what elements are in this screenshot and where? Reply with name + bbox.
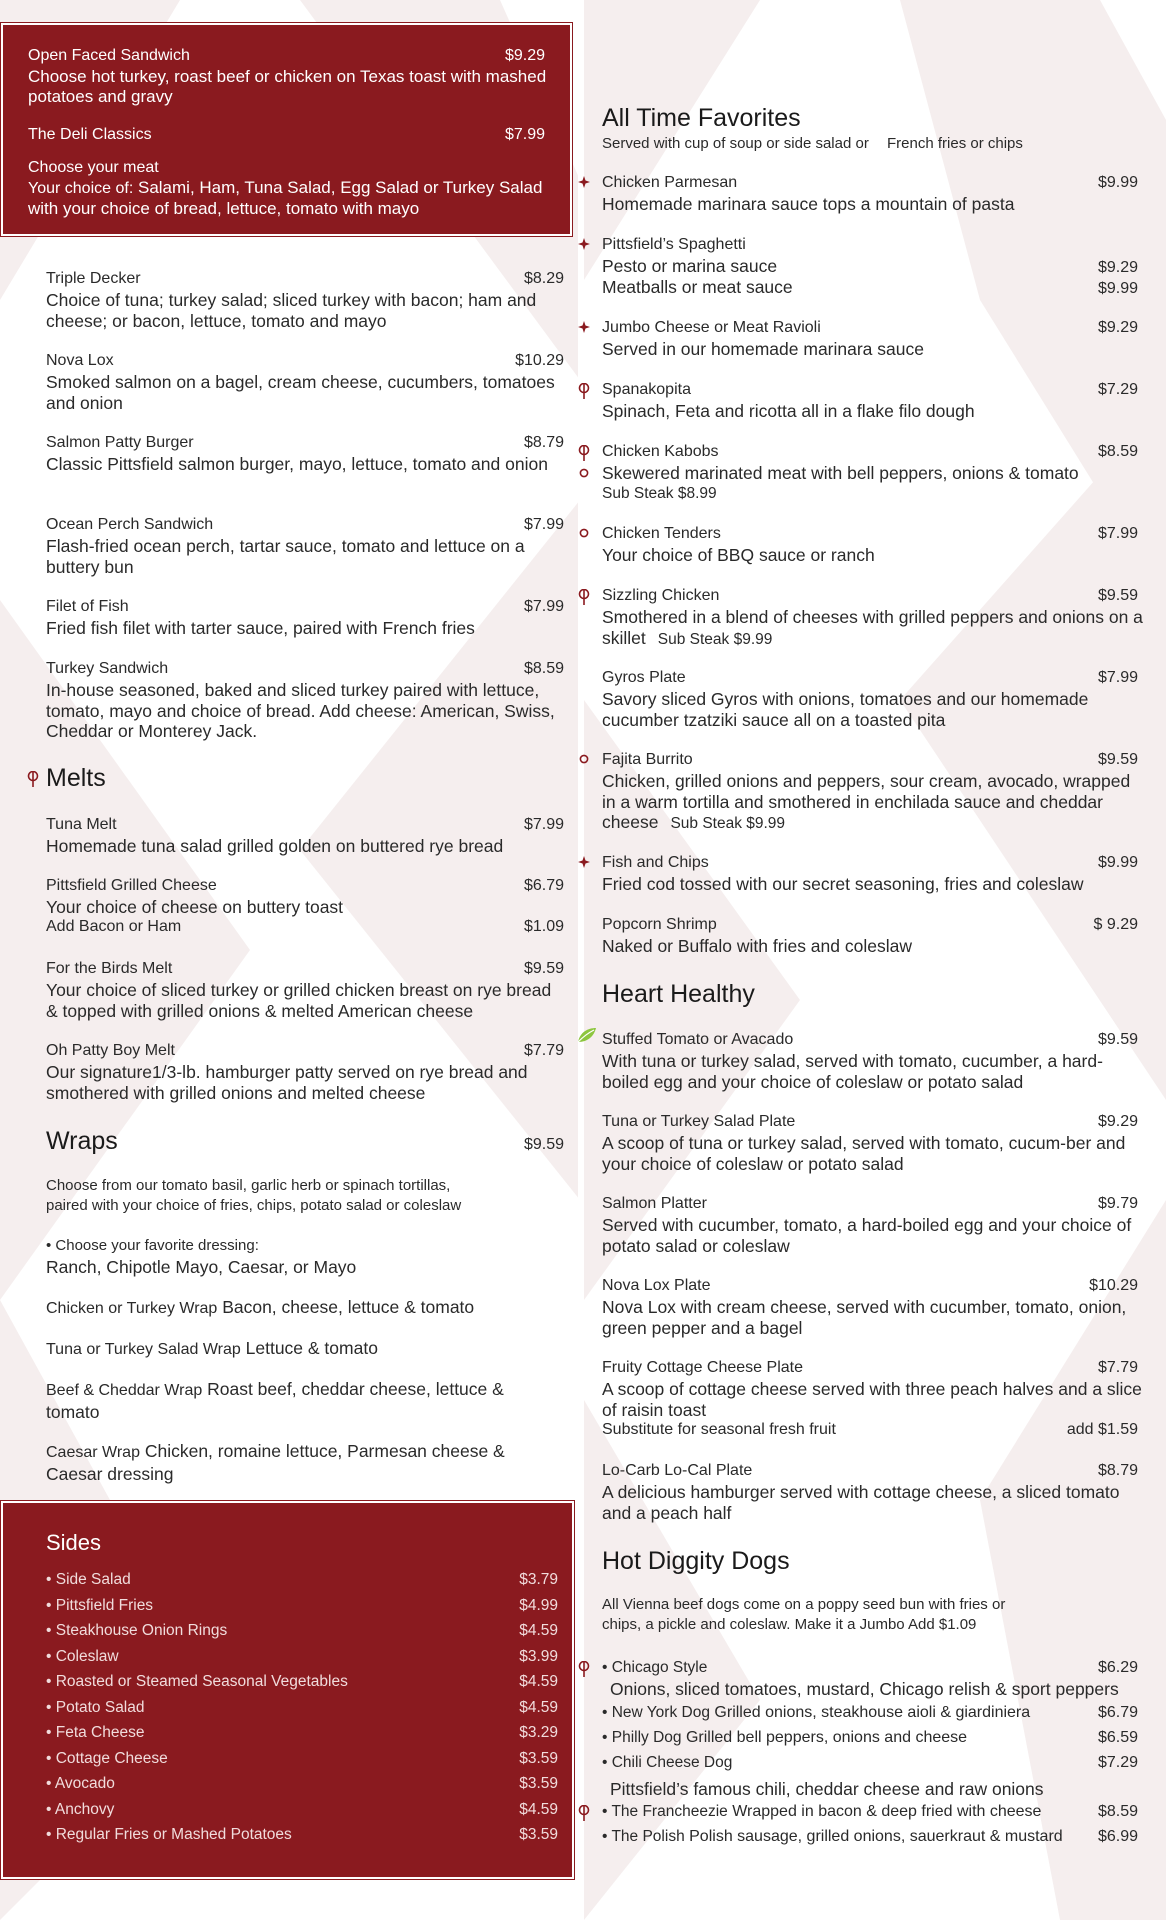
item-name: Sizzling Chicken xyxy=(602,587,720,604)
favorite-row xyxy=(602,587,1138,605)
wraps-dressing-label: • Choose your favorite dressing: xyxy=(46,1237,259,1254)
favorites-subtitle-a: Served with xyxy=(602,135,685,152)
side-name: • Roasted or Steamed Seasonal Vegetables xyxy=(46,1673,348,1690)
leaf-icon xyxy=(576,1026,596,1044)
item-name: Fajita Burrito xyxy=(602,751,693,768)
dog-price: $6.99 xyxy=(1097,1828,1138,1845)
item-name: Open Faced Sandwich xyxy=(28,47,190,64)
item-price: $8.59 xyxy=(1097,443,1138,460)
deli-choose: Choose your meat xyxy=(28,159,159,176)
dog-desc: Grilled onions, steakhouse aioli & giardiniera xyxy=(709,1704,1031,1721)
favorite-sub: Sub Steak $8.99 xyxy=(602,485,717,502)
vegetarian-icon xyxy=(577,1805,591,1819)
addon-name: Add Bacon or Ham xyxy=(46,918,182,935)
wrap-item xyxy=(46,1379,536,1424)
sides-list xyxy=(46,1567,558,1848)
item-price: $9.59 xyxy=(1097,1031,1138,1048)
favorite-row xyxy=(602,525,1138,543)
item-price: $9.59 xyxy=(1097,751,1138,768)
favorite-row xyxy=(602,669,1138,687)
dog-desc: Wrapped in bacon & deep fried with cheese xyxy=(727,1803,1042,1820)
item-name: Nova Lox Plate xyxy=(602,1277,711,1294)
dog-price: $6.29 xyxy=(1097,1659,1138,1676)
deli-choice-prefix: Your choice of: xyxy=(28,180,134,197)
item-name: Stuffed Tomato or Avacado xyxy=(602,1031,794,1048)
option-name: Meatballs or meat sauce xyxy=(602,277,793,297)
item-price: $10.29 xyxy=(1089,1277,1138,1294)
item-desc: A scoop of tuna or turkey salad, served with tomato, cucum-ber and your choice of coleslaw or potato salad xyxy=(602,1133,1126,1174)
dog-row xyxy=(602,1729,1138,1747)
side-price: $3.79 xyxy=(519,1571,558,1588)
item-price: $9.99 xyxy=(1097,854,1138,871)
item-desc: A delicious hamburger served with cottage cheese, a sliced tomato and a peach half xyxy=(602,1482,1120,1523)
star-icon xyxy=(577,321,591,335)
item-name: Ocean Perch Sandwich xyxy=(46,516,214,533)
heart-row xyxy=(602,1031,1138,1049)
side-name: • Feta Cheese xyxy=(46,1724,145,1741)
circle-icon xyxy=(577,527,591,541)
melt-row xyxy=(46,816,564,834)
dog-name: • Chili Cheese Dog xyxy=(602,1754,733,1771)
melts-title: Melts xyxy=(46,764,106,792)
vegetarian-icon xyxy=(577,445,591,459)
side-row xyxy=(46,1644,558,1670)
item-name: Chicken Kabobs xyxy=(602,443,719,460)
dogs-intro: All Vienna beef dogs come on a poppy seed bun with fries or chips, a pickle and coleslaw. Make it a Jumbo Add $1.09 xyxy=(602,1596,1006,1633)
substitute-name: Substitute for seasonal fresh fruit xyxy=(602,1421,836,1438)
item-desc: Your choice of sliced turkey or grilled chicken breast on rye bread & topped with grilled onions & melted American cheese xyxy=(46,980,552,1021)
side-name: • Steakhouse Onion Rings xyxy=(46,1622,228,1639)
heart-row xyxy=(602,1277,1138,1295)
option-price: $9.29 xyxy=(1097,259,1138,276)
side-price: $3.59 xyxy=(519,1775,558,1792)
item-name: Chicken Parmesan xyxy=(602,174,738,191)
dog-price: $7.29 xyxy=(1097,1754,1138,1771)
top-feature-box xyxy=(0,22,573,237)
star-icon xyxy=(577,176,591,190)
favorite-row xyxy=(602,236,1138,254)
item-name: Pittsfield Grilled Cheese xyxy=(46,877,217,894)
item-desc: Homemade tuna salad grilled golden on buttered rye bread xyxy=(46,836,504,856)
sides-title: Sides xyxy=(46,1530,102,1555)
item-name: Gyros Plate xyxy=(602,669,686,686)
item-desc: Choice of tuna; turkey salad; sliced turkey with bacon; ham and cheese; or bacon, lettuce, tomato and mayo xyxy=(46,290,537,331)
wrap-desc: Chicken, romaine lettuce, Parmesan cheese & Caesar dressing xyxy=(46,1441,505,1484)
vegetarian-icon xyxy=(577,383,591,397)
item-name: Tuna Melt xyxy=(46,816,117,833)
dog-name: • Chicago Style xyxy=(602,1659,708,1676)
wrap-item xyxy=(46,1297,536,1320)
favorite-sub: Sub Steak $9.99 xyxy=(657,630,773,648)
circle-icon xyxy=(577,467,591,481)
side-name: • Side Salad xyxy=(46,1571,131,1588)
item-desc: Fried fish filet with tarter sauce, paired with French fries xyxy=(46,618,475,638)
wrap-desc: Lettuce & tomato xyxy=(240,1338,378,1358)
side-name: • Potato Salad xyxy=(46,1698,145,1716)
item-price: $8.79 xyxy=(1097,1462,1138,1479)
option-name: Pesto or marina sauce xyxy=(602,256,778,276)
dog-row xyxy=(602,1704,1138,1722)
side-row xyxy=(46,1746,558,1772)
circle-icon xyxy=(577,753,591,767)
item-name: Chicken Tenders xyxy=(602,525,721,542)
item-price: $7.99 xyxy=(504,126,545,143)
substitute-price: add $1.59 xyxy=(1066,1421,1138,1438)
side-price: $3.59 xyxy=(519,1826,558,1843)
side-name: • Anchovy xyxy=(46,1800,115,1818)
favorites-subtitle-b: cup of soup or side salad or xyxy=(684,135,873,152)
item-name: Fish and Chips xyxy=(602,854,709,871)
addon-row xyxy=(46,918,564,936)
item-price: $7.99 xyxy=(1097,525,1138,542)
sandwich-row xyxy=(46,352,564,370)
item-price: $7.79 xyxy=(1097,1359,1138,1376)
melt-row xyxy=(46,960,564,978)
dog-desc: Grilled bell peppers, onions and cheese xyxy=(681,1729,968,1746)
dog-name: • New York Dog xyxy=(602,1704,710,1721)
item-desc: Spinach, Feta and ricotta all in a flake filo dough xyxy=(602,401,975,421)
dog-label xyxy=(602,1828,1063,1846)
dog-price: $6.59 xyxy=(1097,1729,1138,1746)
side-name: • Regular Fries or Mashed Potatoes xyxy=(46,1826,292,1843)
side-row xyxy=(46,1720,558,1746)
item-name: Triple Decker xyxy=(46,270,141,287)
item-name: Pittsfield’s Spaghetti xyxy=(602,236,746,253)
item-price: $8.29 xyxy=(523,270,564,287)
item-name: Filet of Fish xyxy=(46,598,129,615)
item-price: $9.29 xyxy=(1097,1113,1138,1130)
item-desc: In-house seasoned, baked and sliced turkey paired with lettuce, tomato, mayo and choice of bread. Add cheese: American, Swiss, Cheddar or Monterey Jack. xyxy=(46,680,555,741)
sandwich-row xyxy=(46,270,564,288)
heart-row xyxy=(602,1462,1138,1480)
sandwich-row xyxy=(46,660,564,678)
item-price: $9.59 xyxy=(523,960,564,977)
item-desc xyxy=(602,607,1144,650)
item-price: $9.99 xyxy=(1097,174,1138,191)
side-name: • Coleslaw xyxy=(46,1647,119,1665)
dog-price: $8.59 xyxy=(1097,1803,1138,1820)
item-desc: Your choice of BBQ sauce or ranch xyxy=(602,545,875,565)
dog-name: • Philly Dog xyxy=(602,1729,682,1746)
item-price: $9.29 xyxy=(1097,319,1138,336)
sandwich-row xyxy=(46,516,564,534)
item-price: $9.59 xyxy=(1097,587,1138,604)
wrap-name: Chicken or Turkey Wrap xyxy=(46,1300,218,1317)
dog-label xyxy=(602,1754,732,1772)
vegetarian-icon xyxy=(577,1661,591,1675)
item-name: Spanakopita xyxy=(602,381,691,398)
side-row xyxy=(46,1593,558,1619)
side-row xyxy=(46,1567,558,1593)
item-desc: Served with cucumber, tomato, a hard-boiled egg and your choice of potato salad or coleslaw xyxy=(602,1215,1132,1256)
favorites-subtitle-c: French fries or chips xyxy=(887,135,1023,152)
item-price: $6.79 xyxy=(523,877,564,894)
item-price: $7.99 xyxy=(523,598,564,615)
heart-row xyxy=(602,1113,1138,1131)
wrap-name: Beef & Cheddar Wrap xyxy=(46,1382,203,1399)
item-name: Salmon Patty Burger xyxy=(46,434,194,451)
right-column xyxy=(584,0,1166,1920)
deli-row xyxy=(28,126,545,144)
side-price: $3.59 xyxy=(519,1749,558,1767)
favorite-desc-text: Smothered in a blend of cheeses with grilled peppers and onions on a skillet xyxy=(602,607,1143,648)
favorite-row xyxy=(602,319,1138,337)
item-name: Salmon Platter xyxy=(602,1195,707,1212)
heart-title: Heart Healthy xyxy=(602,980,755,1008)
item-desc: A scoop of cottage cheese served with three peach halves and a slice of raisin toast xyxy=(602,1379,1142,1420)
item-price: $7.99 xyxy=(1097,669,1138,686)
item-desc: Classic Pittsfield salmon burger, mayo, lettuce, tomato and onion xyxy=(46,454,548,474)
dog-price: $6.79 xyxy=(1097,1704,1138,1721)
dog-row xyxy=(602,1659,1138,1677)
item-name: Lo-Carb Lo-Cal Plate xyxy=(602,1462,753,1479)
item-price: $9.29 xyxy=(504,47,545,64)
dog-desc: Polish sausage, grilled onions, sauerkraut & mustard xyxy=(684,1828,1063,1845)
item-desc: Choose hot turkey, roast beef or chicken on Texas toast with mashed potatoes and gravy xyxy=(28,67,547,106)
star-icon xyxy=(577,238,591,252)
dog-row xyxy=(602,1803,1138,1821)
item-name: Popcorn Shrimp xyxy=(602,916,717,933)
favorite-desc-text: Chicken, grilled onions and peppers, sour cream, avocado, wrapped in a warm tortilla and smothered in enchilada sauce and cheddar cheese xyxy=(602,771,1131,832)
favorite-row xyxy=(602,443,1138,461)
favorite-row xyxy=(602,751,1138,769)
open-faced-row xyxy=(28,47,545,65)
wrap-item xyxy=(46,1441,536,1486)
item-desc: Skewered marinated meat with bell peppers, onions & tomato xyxy=(602,463,1079,483)
item-name: Fruity Cottage Cheese Plate xyxy=(602,1359,803,1376)
item-name: Jumbo Cheese or Meat Ravioli xyxy=(602,319,821,336)
item-desc: With tuna or turkey salad, served with tomato, cucumber, a hard-boiled egg and your choice of coleslaw or potato salad xyxy=(602,1051,1103,1092)
dog-extra: Onions, sliced tomatoes, mustard, Chicago relish & sport peppers xyxy=(610,1679,1119,1699)
side-row xyxy=(46,1797,558,1823)
wrap-item xyxy=(46,1338,536,1361)
dog-row xyxy=(602,1828,1138,1846)
sandwich-row xyxy=(46,598,564,616)
spaghetti-option-row xyxy=(602,256,1138,277)
side-price: $4.59 xyxy=(519,1800,558,1818)
deli-choice-rest: Salami, Ham, Tuna Salad, Egg Salad or Turkey Salad with your choice of bread, lettuce, tomato with mayo xyxy=(28,178,543,218)
side-row xyxy=(46,1771,558,1797)
dog-name: • The Francheezie xyxy=(602,1803,728,1820)
item-price: $ 9.29 xyxy=(1093,916,1138,933)
item-desc: Fried cod tossed with our secret seasoning, fries and coleslaw xyxy=(602,874,1084,894)
melt-row xyxy=(46,877,564,895)
item-desc: Savory sliced Gyros with onions, tomatoes and our homemade cucumber tzatziki sauce all on a toasted pita xyxy=(602,689,1089,730)
side-name: • Avocado xyxy=(46,1775,115,1792)
item-price: $8.79 xyxy=(523,434,564,451)
item-name: For the Birds Melt xyxy=(46,960,173,977)
heart-row xyxy=(602,1195,1138,1213)
wraps-header xyxy=(46,1127,564,1156)
side-price: $4.59 xyxy=(519,1698,558,1716)
vegetarian-icon xyxy=(26,771,40,785)
item-desc: Naked or Buffalo with fries and coleslaw xyxy=(602,936,912,956)
left-column xyxy=(0,0,578,1920)
wrap-desc: Bacon, cheese, lettuce & tomato xyxy=(217,1297,475,1317)
side-name: • Pittsfield Fries xyxy=(46,1596,154,1614)
dog-label xyxy=(602,1729,967,1747)
star-icon xyxy=(577,856,591,870)
side-name: • Cottage Cheese xyxy=(46,1749,168,1767)
item-price: $10.29 xyxy=(515,352,564,369)
item-name: Tuna or Turkey Salad Plate xyxy=(602,1113,796,1130)
side-price: $4.99 xyxy=(519,1596,558,1614)
item-price: $7.99 xyxy=(523,816,564,833)
side-row xyxy=(46,1822,558,1848)
dog-name: • The Polish xyxy=(602,1828,685,1845)
item-name: Turkey Sandwich xyxy=(46,660,169,677)
favorites-subtitle xyxy=(602,135,1023,152)
favorite-row xyxy=(602,174,1138,192)
dog-label xyxy=(602,1704,1030,1722)
sides-box xyxy=(0,1500,575,1880)
wraps-title: Wraps xyxy=(46,1127,118,1155)
wraps-intro: Choose from our tomato basil, garlic herb or spinach tortillas, paired with your choice of fries, chips, potato salad or coleslaw xyxy=(46,1177,462,1214)
side-price: $3.29 xyxy=(519,1724,558,1741)
item-name: Oh Patty Boy Melt xyxy=(46,1042,175,1059)
deli-choice xyxy=(28,178,548,219)
dogs-title: Hot Diggity Dogs xyxy=(602,1547,790,1575)
option-price: $9.99 xyxy=(1097,280,1138,297)
item-price: $7.79 xyxy=(523,1042,564,1059)
side-price: $4.59 xyxy=(519,1673,558,1690)
favorite-row xyxy=(602,381,1138,399)
item-name: The Deli Classics xyxy=(28,126,152,143)
favorite-row xyxy=(602,916,1138,934)
item-desc: Our signature1/3-lb. hamburger patty served on rye bread and smothered with grilled onions and melted cheese xyxy=(46,1062,528,1103)
melt-row xyxy=(46,1042,564,1060)
wrap-name: Caesar Wrap xyxy=(46,1444,140,1461)
item-price: $7.99 xyxy=(523,516,564,533)
substitute-row xyxy=(602,1421,1138,1439)
dog-label xyxy=(602,1803,1041,1821)
addon-price: $1.09 xyxy=(523,918,564,935)
item-price: $9.79 xyxy=(1097,1195,1138,1212)
item-price: $7.29 xyxy=(1097,381,1138,398)
heart-row xyxy=(602,1359,1138,1377)
favorites-title: All Time Favorites xyxy=(602,104,801,132)
dog-extra: Pittsfield’s famous chili, cheddar cheese and raw onions xyxy=(610,1779,1044,1799)
wraps-dressing-list: Ranch, Chipotle Mayo, Caesar, or Mayo xyxy=(46,1257,357,1277)
item-name: Nova Lox xyxy=(46,352,114,369)
item-desc: Flash-fried ocean perch, tartar sauce, tomato and lettuce on a buttery bun xyxy=(46,536,525,577)
wrap-desc: Roast beef, cheddar cheese, lettuce & tomato xyxy=(46,1379,504,1422)
side-price: $4.59 xyxy=(519,1622,558,1639)
favorite-sub: Sub Steak $9.99 xyxy=(670,815,786,832)
dog-label xyxy=(602,1659,707,1677)
vegetarian-icon xyxy=(577,589,591,603)
sandwich-row xyxy=(46,434,564,452)
item-desc xyxy=(602,771,1144,835)
item-desc: Homemade marinara sauce tops a mountain of pasta xyxy=(602,194,1015,214)
side-price: $3.99 xyxy=(519,1647,558,1665)
side-row xyxy=(46,1669,558,1695)
item-desc: Your choice of cheese on buttery toast xyxy=(46,897,344,917)
item-desc: Served in our homemade marinara sauce xyxy=(602,339,924,359)
spaghetti-option-row xyxy=(602,277,1138,298)
wraps-price: $9.59 xyxy=(523,1136,564,1153)
side-row xyxy=(46,1695,558,1721)
favorite-row xyxy=(602,854,1138,872)
item-desc: Nova Lox with cream cheese, served with cucumber, tomato, onion, green pepper and a bagel xyxy=(602,1297,1127,1338)
item-desc: Smoked salmon on a bagel, cream cheese, cucumbers, tomatoes and onion xyxy=(46,372,555,413)
side-row xyxy=(46,1618,558,1644)
item-price: $8.59 xyxy=(523,660,564,677)
wrap-name: Tuna or Turkey Salad Wrap xyxy=(46,1341,241,1358)
dog-row xyxy=(602,1754,1138,1772)
